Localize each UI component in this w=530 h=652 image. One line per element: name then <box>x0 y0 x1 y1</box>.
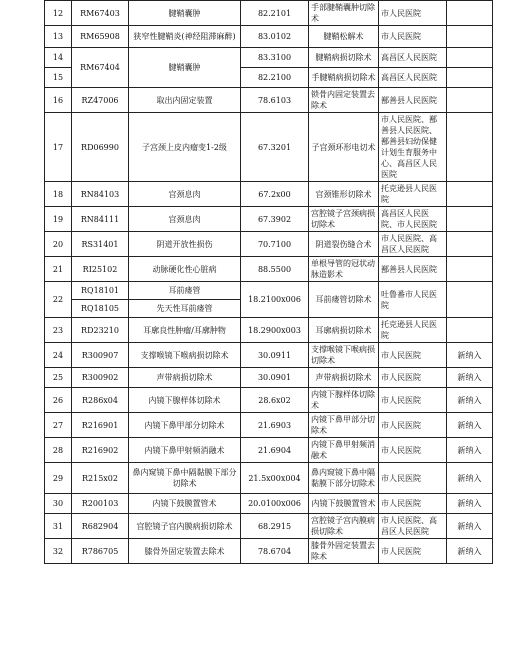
row-number: 27 <box>45 413 72 438</box>
diagnosis-code: RZ47006 <box>72 88 129 113</box>
operation-code: 83.3100 <box>241 48 309 68</box>
operation-code: 88.5500 <box>241 257 309 282</box>
row-number: 21 <box>45 257 72 282</box>
operation-name: 手腱鞘病损切除术 <box>309 68 379 88</box>
operation-code: 67.3902 <box>241 207 309 232</box>
table-row <box>45 343 493 368</box>
diagnosis-code: R216901 <box>72 413 129 438</box>
note <box>447 88 493 113</box>
hospital: 市人民医院 <box>379 463 447 494</box>
note <box>447 48 493 68</box>
table-row <box>45 463 493 494</box>
hospital: 鄯善县人民医院 <box>379 88 447 113</box>
diagnosis-name: 膝骨外固定装置去除术 <box>129 539 241 564</box>
note <box>447 113 493 182</box>
row-number: 20 <box>45 232 72 257</box>
operation-code: 18.2900x003 <box>241 318 309 343</box>
diagnosis-code: R215x02 <box>72 463 129 494</box>
diagnosis-name: 阴道开放性损伤 <box>129 232 241 257</box>
diagnosis-name: 宫腔镜子宫内膜病损切除术 <box>129 514 241 539</box>
hospital: 市人民医院 <box>379 413 447 438</box>
hospital: 市人民医院 <box>379 1 447 26</box>
note: 新纳入 <box>447 343 493 368</box>
row-number: 14 <box>45 48 72 68</box>
operation-name: 耳廓病损切除术 <box>309 318 379 343</box>
operation-name: 耳前瘘管切除术 <box>309 282 379 318</box>
hospital: 市人民医院 <box>379 438 447 463</box>
operation-name: 声带病损切除术 <box>309 368 379 388</box>
operation-name: 宫腔镜子宫颈病损切除术 <box>309 207 379 232</box>
operation-code: 30.0901 <box>241 368 309 388</box>
operation-code: 18.2100x006 <box>241 282 309 318</box>
operation-name: 宫腔镜子宫内膜病损切除术 <box>309 514 379 539</box>
operation-code: 82.2101 <box>241 1 309 26</box>
note <box>447 207 493 232</box>
diagnosis-code: RI25102 <box>72 257 129 282</box>
diagnosis-code: RQ18101 <box>72 282 129 300</box>
row-number: 31 <box>45 514 72 539</box>
diagnosis-code: R300902 <box>72 368 129 388</box>
hospital: 市人民医院 <box>379 343 447 368</box>
row-number: 13 <box>45 26 72 48</box>
operation-name: 手部腱鞘囊肿切除术 <box>309 1 379 26</box>
operation-code: 78.6704 <box>241 539 309 564</box>
hospital: 托克逊县人民医院 <box>379 318 447 343</box>
note: 新纳入 <box>447 494 493 514</box>
table-row <box>45 282 493 300</box>
note: 新纳入 <box>447 413 493 438</box>
diagnosis-name: 腱鞘囊肿 <box>129 1 241 26</box>
operation-code: 82.2100 <box>241 68 309 88</box>
operation-name: 内镜下鼻甲射频消融术 <box>309 438 379 463</box>
note <box>447 257 493 282</box>
table-row <box>45 368 493 388</box>
hospital: 托克逊县人民医院 <box>379 182 447 207</box>
diagnosis-name: 支撑喉镜下喉病损切除术 <box>129 343 241 368</box>
hospital: 高昌区人民医院 <box>379 48 447 68</box>
note: 新纳入 <box>447 463 493 494</box>
diagnosis-name: 内镜下鼻甲部分切除术 <box>129 413 241 438</box>
operation-name: 宫颈锥形切除术 <box>309 182 379 207</box>
diagnosis-name: 内镜下腺样体切除术 <box>129 388 241 413</box>
operation-code: 21.6903 <box>241 413 309 438</box>
operation-name: 内镜下腺样体切除术 <box>309 388 379 413</box>
operation-code: 78.6103 <box>241 88 309 113</box>
operation-name: 膝骨外固定装置去除术 <box>309 539 379 564</box>
table-row <box>45 182 493 207</box>
diagnosis-code: RN84111 <box>72 207 129 232</box>
table-row <box>45 514 493 539</box>
hospital: 鄯善县人民医院 <box>379 257 447 282</box>
note: 新纳入 <box>447 438 493 463</box>
table-row <box>45 232 493 257</box>
row-number: 32 <box>45 539 72 564</box>
diagnosis-name: 耳廓良性肿瘤/耳廓肿物 <box>129 318 241 343</box>
diagnosis-name: 腱鞘囊肿 <box>129 48 241 88</box>
row-number: 30 <box>45 494 72 514</box>
table-row <box>45 413 493 438</box>
diagnosis-name: 内镜下鼓膜置管术 <box>129 494 241 514</box>
operation-code: 70.7100 <box>241 232 309 257</box>
operation-code: 67.3201 <box>241 113 309 182</box>
row-number: 19 <box>45 207 72 232</box>
hospital: 市人民医院 <box>379 368 447 388</box>
operation-name: 锁骨内固定装置去除术 <box>309 88 379 113</box>
row-number: 22 <box>45 282 72 318</box>
diagnosis-name: 内镜下鼻甲射频消融术 <box>129 438 241 463</box>
table-row <box>45 26 493 48</box>
note <box>447 182 493 207</box>
table-row <box>45 438 493 463</box>
table-row <box>45 48 493 68</box>
table-row <box>45 494 493 514</box>
row-number: 12 <box>45 1 72 26</box>
note <box>447 26 493 48</box>
row-number: 16 <box>45 88 72 113</box>
diagnosis-name: 声带病损切除术 <box>129 368 241 388</box>
diagnosis-code: R786705 <box>72 539 129 564</box>
diagnosis-name: 耳前瘘管 <box>129 282 241 300</box>
diagnosis-code: R300907 <box>72 343 129 368</box>
table-row <box>45 388 493 413</box>
diagnosis-code: RD06990 <box>72 113 129 182</box>
row-number: 25 <box>45 368 72 388</box>
hospital: 市人民医院、高昌区人民医院 <box>379 514 447 539</box>
row-number: 24 <box>45 343 72 368</box>
table-row <box>45 207 493 232</box>
note <box>447 1 493 26</box>
note: 新纳入 <box>447 539 493 564</box>
diagnosis-code: RM67404 <box>72 48 129 88</box>
operation-name: 子宫颈环形电切术 <box>309 113 379 182</box>
operation-name: 腱鞘病损切除术 <box>309 48 379 68</box>
diagnosis-name: 鼻内窥镜下鼻中隔黏膜下部分切除术 <box>129 463 241 494</box>
row-number: 23 <box>45 318 72 343</box>
row-number: 26 <box>45 388 72 413</box>
diagnosis-name: 宫颈息肉 <box>129 182 241 207</box>
row-number: 18 <box>45 182 72 207</box>
row-number: 28 <box>45 438 72 463</box>
operation-name: 单根导管的冠状动脉造影术 <box>309 257 379 282</box>
table-row <box>45 113 493 182</box>
operation-code: 67.2x00 <box>241 182 309 207</box>
note <box>447 282 493 318</box>
diagnosis-code: RM65908 <box>72 26 129 48</box>
diagnosis-code: RQ18105 <box>72 300 129 318</box>
hospital: 吐鲁番市人民医院 <box>379 282 447 318</box>
operation-name: 支撑喉镜下喉病损切除术 <box>309 343 379 368</box>
hospital: 市人民医院 <box>379 388 447 413</box>
diagnosis-name: 狭窄性腱鞘炎(神经阻滞麻醉) <box>129 26 241 48</box>
row-number: 17 <box>45 113 72 182</box>
diagnosis-code: R200103 <box>72 494 129 514</box>
table-row <box>45 539 493 564</box>
hospital: 市人民医院、高昌区人民医院 <box>379 232 447 257</box>
operation-code: 68.2915 <box>241 514 309 539</box>
diagnosis-name: 取出内固定装置 <box>129 88 241 113</box>
operation-name: 内镜下鼓膜置管术 <box>309 494 379 514</box>
diagnosis-code: RN84103 <box>72 182 129 207</box>
hospital: 高昌区人民医院、市人民医院 <box>379 207 447 232</box>
table-row <box>45 88 493 113</box>
note <box>447 232 493 257</box>
row-number: 15 <box>45 68 72 88</box>
diagnosis-name: 先天性耳前瘘管 <box>129 300 241 318</box>
table-row <box>45 257 493 282</box>
table-row <box>45 318 493 343</box>
operation-name: 阴道裂伤缝合术 <box>309 232 379 257</box>
diagnosis-code: RS31401 <box>72 232 129 257</box>
note: 新纳入 <box>447 388 493 413</box>
diagnosis-code: RD23210 <box>72 318 129 343</box>
procedure-table <box>44 0 493 564</box>
operation-name: 内镜下鼻甲部分切除术 <box>309 413 379 438</box>
operation-name: 腱鞘松解术 <box>309 26 379 48</box>
hospital: 市人民医院 <box>379 494 447 514</box>
table-row <box>45 1 493 26</box>
operation-code: 30.0911 <box>241 343 309 368</box>
operation-code: 20.0100x006 <box>241 494 309 514</box>
operation-code: 21.6904 <box>241 438 309 463</box>
diagnosis-code: R216902 <box>72 438 129 463</box>
hospital: 市人民医院 <box>379 539 447 564</box>
diagnosis-name: 动脉硬化性心脏病 <box>129 257 241 282</box>
note: 新纳入 <box>447 368 493 388</box>
hospital: 市人民医院 <box>379 26 447 48</box>
row-number: 29 <box>45 463 72 494</box>
note <box>447 68 493 88</box>
hospital: 高昌区人民医院 <box>379 68 447 88</box>
note <box>447 318 493 343</box>
operation-code: 21.5x00x004 <box>241 463 309 494</box>
diagnosis-name: 子宫颈上皮内瘤变1-2级 <box>129 113 241 182</box>
hospital: 市人民医院、鄯善县人民医院、鄯善县妇幼保健计划生育服务中心、高昌区人民医院 <box>379 113 447 182</box>
diagnosis-code: RM67403 <box>72 1 129 26</box>
note: 新纳入 <box>447 514 493 539</box>
diagnosis-code: R682904 <box>72 514 129 539</box>
diagnosis-name: 宫颈息肉 <box>129 207 241 232</box>
operation-code: 28.6x02 <box>241 388 309 413</box>
diagnosis-code: R286x04 <box>72 388 129 413</box>
procedure-table-body <box>45 1 493 564</box>
operation-name: 鼻内窥镜下鼻中隔黏膜下部分切除术 <box>309 463 379 494</box>
operation-code: 83.0102 <box>241 26 309 48</box>
